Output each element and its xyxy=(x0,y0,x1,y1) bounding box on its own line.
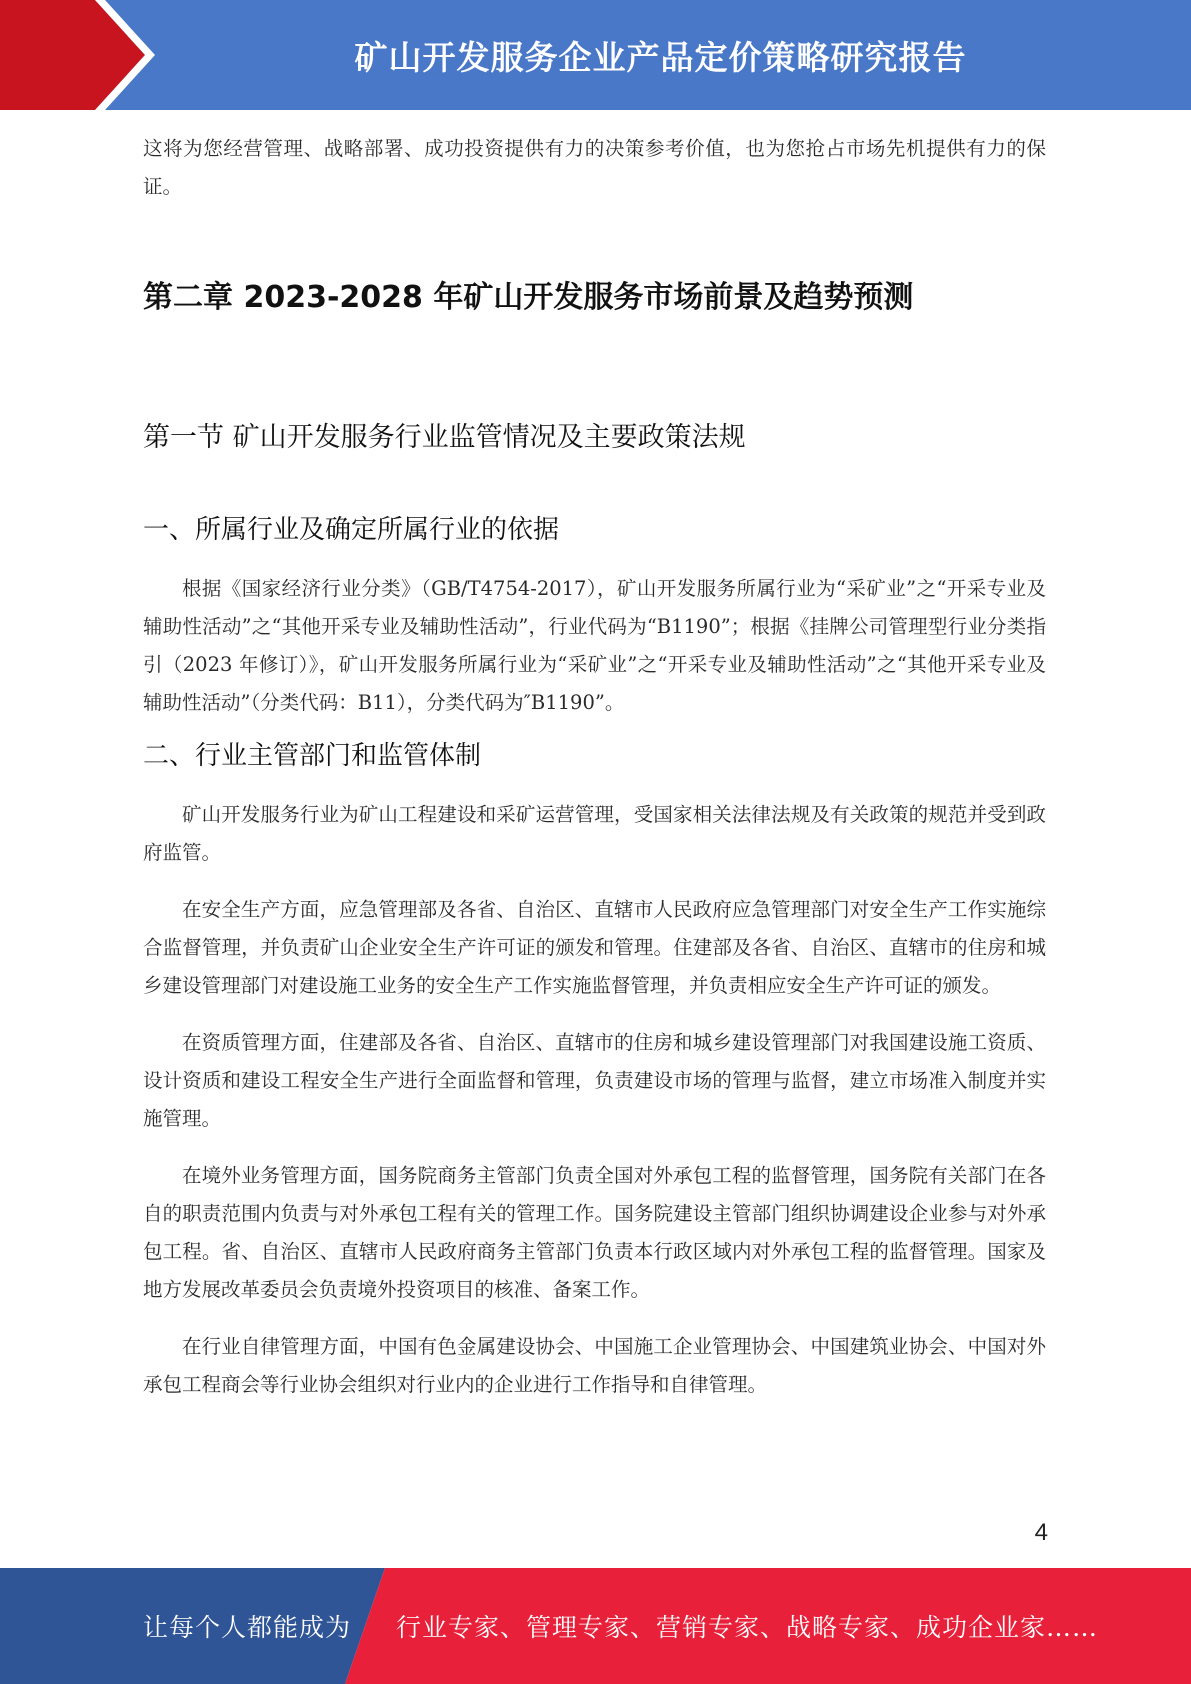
footer-slogan-right: 行业专家、管理专家、营销专家、战略专家、成功企业家…… xyxy=(396,1613,1099,1642)
page-content xyxy=(143,130,1046,1404)
report-title: 矿山开发服务企业产品定价策略研究报告 xyxy=(354,37,967,77)
chapter-heading: 第二章 2023-2028 年矿山开发服务市场前景及趋势预测 xyxy=(143,280,914,315)
paragraph-overseas-business: 在境外业务管理方面，国务院商务主管部门负责全国对外承包工程的监督管理，国务院有关部门在各自的职责范围内负责与对外承包工程有关的管理工作。国务院建设主管部门组织协调建设企业参与对外承包工程。省、自治区、直辖市人民政府商务主管部门负责本行政区域内对外承包工程的监督管理。国家及地方发展改革委员会负责境外投资项目的核准、备案工作。 xyxy=(143,1164,1046,1301)
paragraph-industry-self-regulation: 在行业自律管理方面，中国有色金属建设协会、中国施工企业管理协会、中国建筑业协会、中国对外承包工程商会等行业协会组织对行业内的企业进行工作指导和自律管理。 xyxy=(143,1335,1046,1396)
paragraph-safety-production: 在安全生产方面，应急管理部及各省、自治区、直辖市人民政府应急管理部门对安全生产工作实施综合监督管理，并负责矿山企业安全生产许可证的颁发和管理。住建部及各省、自治区、直辖市的住房和城乡建设管理部门对建设施工业务的安全生产工作实施监督管理，并负责相应安全生产许可证的颁发。 xyxy=(143,898,1046,997)
intro-paragraph: 这将为您经营管理、战略部署、成功投资提供有力的决策参考价值，也为您抢占市场先机提供有力的保证。 xyxy=(143,137,1046,198)
paragraph-industry-classification: 根据《国家经济行业分类》（GB/T4754-2017），矿山开发服务所属行业为“采矿业”之“开采专业及辅助性活动”之“其他开采专业及辅助性活动”，行业代码为“B1190”；根据《挂牌公司管理型行业分类指引（2023 年修订）》，矿山开发服务所属行业为“采矿业”之“开采专业及辅助性活动”之“其他开采专业及辅助性活动”（分类代码：B11），分类代码为″B1190”。 xyxy=(143,577,1046,714)
paragraph-regulation-overview: 矿山开发服务行业为矿山工程建设和采矿运营管理，受国家相关法律法规及有关政策的规范并受到政府监管。 xyxy=(143,803,1046,864)
paragraph-qualification-management: 在资质管理方面，住建部及各省、自治区、直辖市的住房和城乡建设管理部门对我国建设施工资质、设计资质和建设工程安全生产进行全面监督和管理，负责建设市场的管理与监督，建立市场准入制度并实施管理。 xyxy=(143,1031,1046,1130)
subsection-heading-2: 二、行业主管部门和监管体制 xyxy=(143,741,482,771)
section-heading: 第一节 矿山开发服务行业监管情况及主要政策法规 xyxy=(143,422,746,453)
footer-slogan-left: 让每个人都能成为 xyxy=(143,1613,352,1642)
subsection-heading-1: 一、所属行业及确定所属行业的依据 xyxy=(143,515,560,545)
page-number: 4 xyxy=(1034,1519,1048,1546)
header-chevron-red xyxy=(0,0,145,110)
footer-banner xyxy=(0,1568,1191,1684)
